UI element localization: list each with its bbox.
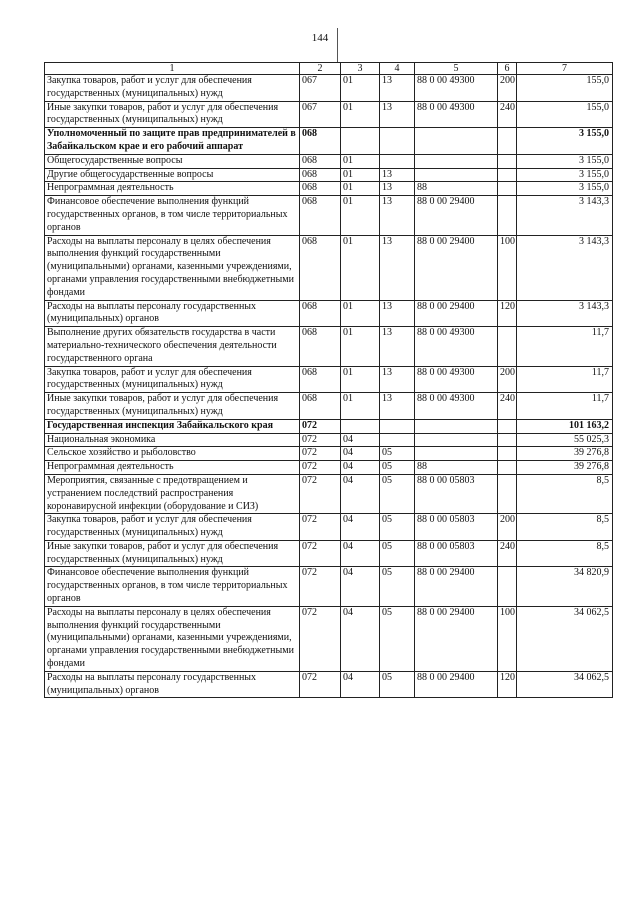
- section-code-cell: [341, 419, 380, 433]
- expense-type-cell: [498, 474, 517, 513]
- amount-cell: 34 820,9: [517, 567, 613, 606]
- table-row: [45, 366, 613, 393]
- table-row: [45, 196, 613, 235]
- row-name-cell: Выполнение других обязательств государства в части материально-технического обеспечения деятельности государственного органа: [45, 327, 300, 366]
- section-code-cell: 01: [341, 168, 380, 182]
- target-article-cell: 88 0 00 05803: [415, 540, 498, 567]
- expense-type-cell: [498, 182, 517, 196]
- section-code-cell: 01: [341, 366, 380, 393]
- table-row: [45, 300, 613, 327]
- amount-cell: 8,5: [517, 540, 613, 567]
- amount-cell: 3 155,0: [517, 182, 613, 196]
- target-article-cell: [415, 168, 498, 182]
- amount-cell: 155,0: [517, 101, 613, 128]
- expense-type-cell: [498, 419, 517, 433]
- table-row: [45, 474, 613, 513]
- amount-cell: 3 143,3: [517, 196, 613, 235]
- table-row: [45, 168, 613, 182]
- section-code-cell: 01: [341, 393, 380, 420]
- table-row: [45, 154, 613, 168]
- expense-type-cell: 240: [498, 540, 517, 567]
- target-article-cell: 88 0 00 05803: [415, 474, 498, 513]
- grbs-code-cell: 072: [300, 433, 341, 447]
- table-row: [45, 461, 613, 475]
- target-article-cell: 88 0 00 29400: [415, 300, 498, 327]
- subsection-code-cell: [380, 419, 415, 433]
- target-article-cell: [415, 433, 498, 447]
- target-article-cell: [415, 154, 498, 168]
- row-name-cell: Другие общегосударственные вопросы: [45, 168, 300, 182]
- table-row: [45, 75, 613, 102]
- column-header: 3: [341, 63, 380, 75]
- table-row: [45, 514, 613, 541]
- table-row: [45, 433, 613, 447]
- column-header: 2: [300, 63, 341, 75]
- grbs-code-cell: 068: [300, 196, 341, 235]
- amount-cell: 8,5: [517, 514, 613, 541]
- row-name-cell: Расходы на выплаты персоналу в целях обеспечения выполнения функций государственными (муниципальными) органами, казенными учреждениями, органами управления государственными внебюджетными фондами: [45, 606, 300, 671]
- subsection-code-cell: 05: [380, 671, 415, 698]
- column-header: 7: [517, 63, 613, 75]
- target-article-cell: 88: [415, 461, 498, 475]
- column-header: 6: [498, 63, 517, 75]
- column-number-row: [45, 63, 613, 75]
- section-code-cell: 04: [341, 671, 380, 698]
- section-code-cell: 04: [341, 514, 380, 541]
- target-article-cell: 88 0 00 29400: [415, 196, 498, 235]
- table-row: [45, 182, 613, 196]
- target-article-cell: 88 0 00 29400: [415, 671, 498, 698]
- target-article-cell: [415, 419, 498, 433]
- section-code-cell: 04: [341, 461, 380, 475]
- section-code-cell: 01: [341, 101, 380, 128]
- budget-table-body: [45, 63, 613, 698]
- section-code-cell: 04: [341, 433, 380, 447]
- target-article-cell: 88 0 00 49300: [415, 327, 498, 366]
- grbs-code-cell: 068: [300, 182, 341, 196]
- grbs-code-cell: 072: [300, 514, 341, 541]
- subsection-code-cell: 05: [380, 606, 415, 671]
- target-article-cell: 88 0 00 49300: [415, 366, 498, 393]
- grbs-code-cell: 072: [300, 567, 341, 606]
- subsection-code-cell: 05: [380, 447, 415, 461]
- expense-type-cell: [498, 567, 517, 606]
- amount-cell: 34 062,5: [517, 606, 613, 671]
- target-article-cell: 88: [415, 182, 498, 196]
- section-code-cell: 04: [341, 606, 380, 671]
- target-article-cell: 88 0 00 29400: [415, 606, 498, 671]
- subsection-code-cell: 13: [380, 182, 415, 196]
- amount-cell: 3 155,0: [517, 128, 613, 155]
- grbs-code-cell: 072: [300, 419, 341, 433]
- grbs-code-cell: 067: [300, 101, 341, 128]
- expense-type-cell: [498, 168, 517, 182]
- subsection-code-cell: 05: [380, 461, 415, 475]
- grbs-code-cell: 068: [300, 300, 341, 327]
- grbs-code-cell: 072: [300, 540, 341, 567]
- subsection-code-cell: 13: [380, 168, 415, 182]
- section-code-cell: 01: [341, 182, 380, 196]
- grbs-code-cell: 068: [300, 393, 341, 420]
- grbs-code-cell: 068: [300, 366, 341, 393]
- subsection-code-cell: 13: [380, 101, 415, 128]
- amount-cell: 39 276,8: [517, 461, 613, 475]
- target-article-cell: 88 0 00 29400: [415, 235, 498, 300]
- grbs-code-cell: 072: [300, 671, 341, 698]
- expense-type-cell: 100: [498, 606, 517, 671]
- row-name-cell: Закупка товаров, работ и услуг для обеспечения государственных (муниципальных) нужд: [45, 366, 300, 393]
- section-code-cell: 04: [341, 540, 380, 567]
- row-name-cell: Иные закупки товаров, работ и услуг для обеспечения государственных (муниципальных) нужд: [45, 540, 300, 567]
- section-code-cell: [341, 128, 380, 155]
- target-article-cell: [415, 447, 498, 461]
- amount-cell: 3 143,3: [517, 300, 613, 327]
- grbs-code-cell: 068: [300, 168, 341, 182]
- row-name-cell: Непрограммная деятельность: [45, 182, 300, 196]
- grbs-code-cell: 068: [300, 235, 341, 300]
- page-number: 144: [311, 32, 329, 44]
- section-code-cell: 04: [341, 474, 380, 513]
- target-article-cell: 88 0 00 49300: [415, 75, 498, 102]
- amount-cell: 11,7: [517, 327, 613, 366]
- row-name-cell: Расходы на выплаты персоналу государственных (муниципальных) органов: [45, 671, 300, 698]
- expense-type-cell: [498, 447, 517, 461]
- expense-type-cell: 120: [498, 671, 517, 698]
- amount-cell: 8,5: [517, 474, 613, 513]
- grbs-code-cell: 068: [300, 327, 341, 366]
- row-name-cell: Иные закупки товаров, работ и услуг для обеспечения государственных (муниципальных) нужд: [45, 101, 300, 128]
- expense-type-cell: [498, 327, 517, 366]
- grbs-code-cell: 068: [300, 154, 341, 168]
- expense-type-cell: 200: [498, 75, 517, 102]
- table-row: [45, 128, 613, 155]
- amount-cell: 101 163,2: [517, 419, 613, 433]
- expense-type-cell: 240: [498, 393, 517, 420]
- row-name-cell: Финансовое обеспечение выполнения функций государственных органов, в том числе территориальных органов: [45, 567, 300, 606]
- target-article-cell: 88 0 00 49300: [415, 393, 498, 420]
- expense-type-cell: [498, 154, 517, 168]
- budget-table: [44, 62, 613, 698]
- section-code-cell: 01: [341, 196, 380, 235]
- amount-cell: 55 025,3: [517, 433, 613, 447]
- table-row: [45, 606, 613, 671]
- target-article-cell: 88 0 00 05803: [415, 514, 498, 541]
- expense-type-cell: 100: [498, 235, 517, 300]
- target-article-cell: 88 0 00 49300: [415, 101, 498, 128]
- subsection-code-cell: 13: [380, 366, 415, 393]
- section-code-cell: 01: [341, 300, 380, 327]
- subsection-code-cell: 05: [380, 514, 415, 541]
- row-name-cell: Сельское хозяйство и рыболовство: [45, 447, 300, 461]
- row-name-cell: Расходы на выплаты персоналу в целях обеспечения выполнения функций государственными (муниципальными) органами, казенными учреждениями, органами управления государственными внебюджетными фондами: [45, 235, 300, 300]
- expense-type-cell: 120: [498, 300, 517, 327]
- amount-cell: 34 062,5: [517, 671, 613, 698]
- target-article-cell: [415, 128, 498, 155]
- section-code-cell: 01: [341, 235, 380, 300]
- subsection-code-cell: 13: [380, 327, 415, 366]
- subsection-code-cell: 05: [380, 540, 415, 567]
- subsection-code-cell: 05: [380, 567, 415, 606]
- table-row: [45, 101, 613, 128]
- table-row: [45, 393, 613, 420]
- expense-type-cell: 240: [498, 101, 517, 128]
- target-article-cell: 88 0 00 29400: [415, 567, 498, 606]
- table-row: [45, 327, 613, 366]
- row-name-cell: Государственная инспекция Забайкальского края: [45, 419, 300, 433]
- row-name-cell: Общегосударственные вопросы: [45, 154, 300, 168]
- row-name-cell: Иные закупки товаров, работ и услуг для обеспечения государственных (муниципальных) нужд: [45, 393, 300, 420]
- subsection-code-cell: 13: [380, 75, 415, 102]
- grbs-code-cell: 072: [300, 606, 341, 671]
- expense-type-cell: 200: [498, 366, 517, 393]
- grbs-code-cell: 072: [300, 474, 341, 513]
- row-name-cell: Непрограммная деятельность: [45, 461, 300, 475]
- subsection-code-cell: [380, 433, 415, 447]
- table-row: [45, 235, 613, 300]
- section-code-cell: 01: [341, 75, 380, 102]
- subsection-code-cell: 13: [380, 235, 415, 300]
- section-code-cell: 01: [341, 327, 380, 366]
- grbs-code-cell: 072: [300, 461, 341, 475]
- expense-type-cell: [498, 196, 517, 235]
- section-code-cell: 04: [341, 567, 380, 606]
- scan-artifact-line: [337, 28, 338, 62]
- subsection-code-cell: 13: [380, 300, 415, 327]
- expense-type-cell: [498, 461, 517, 475]
- table-row: [45, 567, 613, 606]
- row-name-cell: Мероприятия, связанные с предотвращением и устранением последствий распространения коронавирусной инфекции (оборудование и СИЗ): [45, 474, 300, 513]
- grbs-code-cell: 072: [300, 447, 341, 461]
- section-code-cell: 01: [341, 154, 380, 168]
- column-header: 5: [415, 63, 498, 75]
- grbs-code-cell: 068: [300, 128, 341, 155]
- amount-cell: 155,0: [517, 75, 613, 102]
- column-header: 4: [380, 63, 415, 75]
- subsection-code-cell: [380, 128, 415, 155]
- table-row: [45, 447, 613, 461]
- table-row: [45, 540, 613, 567]
- subsection-code-cell: [380, 154, 415, 168]
- amount-cell: 11,7: [517, 393, 613, 420]
- amount-cell: 11,7: [517, 366, 613, 393]
- row-name-cell: Финансовое обеспечение выполнения функций государственных органов, в том числе территориальных органов: [45, 196, 300, 235]
- table-row: [45, 419, 613, 433]
- amount-cell: 39 276,8: [517, 447, 613, 461]
- row-name-cell: Уполномоченный по защите прав предпринимателей в Забайкальском крае и его рабочий аппарат: [45, 128, 300, 155]
- table-row: [45, 671, 613, 698]
- amount-cell: 3 155,0: [517, 154, 613, 168]
- row-name-cell: Закупка товаров, работ и услуг для обеспечения государственных (муниципальных) нужд: [45, 514, 300, 541]
- subsection-code-cell: 05: [380, 474, 415, 513]
- expense-type-cell: [498, 128, 517, 155]
- row-name-cell: Расходы на выплаты персоналу государственных (муниципальных) органов: [45, 300, 300, 327]
- column-header: 1: [45, 63, 300, 75]
- amount-cell: 3 143,3: [517, 235, 613, 300]
- row-name-cell: Закупка товаров, работ и услуг для обеспечения государственных (муниципальных) нужд: [45, 75, 300, 102]
- expense-type-cell: 200: [498, 514, 517, 541]
- subsection-code-cell: 13: [380, 393, 415, 420]
- expense-type-cell: [498, 433, 517, 447]
- row-name-cell: Национальная экономика: [45, 433, 300, 447]
- grbs-code-cell: 067: [300, 75, 341, 102]
- amount-cell: 3 155,0: [517, 168, 613, 182]
- section-code-cell: 04: [341, 447, 380, 461]
- subsection-code-cell: 13: [380, 196, 415, 235]
